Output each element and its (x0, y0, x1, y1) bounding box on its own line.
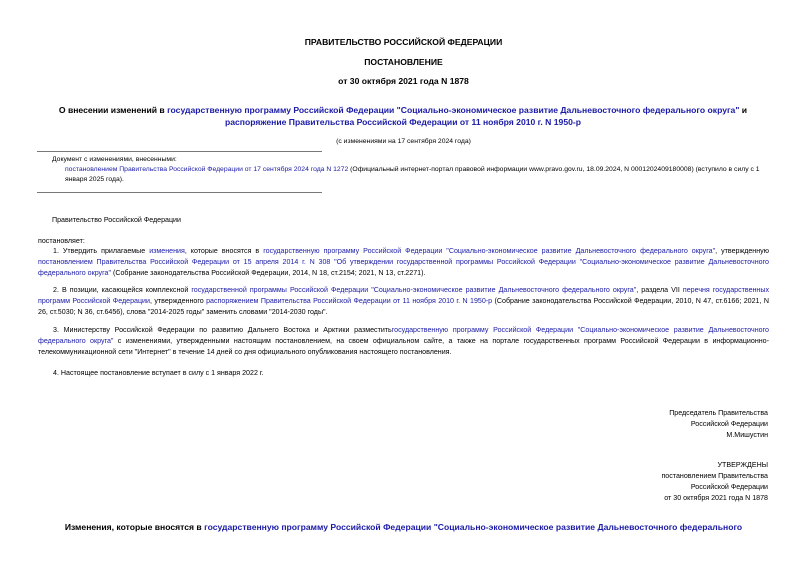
p3-link-program[interactable]: государственную программу Российской Федерации "Социально-экономическое развитие Дальневосточного федерального округа" (38, 326, 769, 345)
p2-text-3: , утвержденного (149, 296, 207, 305)
title-link-program[interactable]: государственную программу Российской Федерации "Социально-экономическое развитие Дальневосточного федерального округа" (167, 105, 740, 115)
changes-title-prefix: Изменения, которые вносятся в (64, 522, 205, 532)
p1-text-2: , которые вносятся в (184, 247, 264, 255)
p3-text-2: с изменениями, утвержденными настоящим постановлением, на своем официальном сайте, а также на портале государственных программ Российской Федерации в информационно-телекоммуникационной сети "Интернет" в течение 14 дней со дня официального опубликования настоящего постановления. (38, 336, 769, 356)
p4-text: 4. Настоящее постановление вступает в силу с 1 января 2022 г. (53, 369, 264, 377)
title-link-order[interactable]: распоряжение Правительства Российской Федерации от 11 ноября 2010 г. N 1950-р (224, 117, 582, 128)
title-middle: и (739, 105, 748, 115)
p2-text-4: (Собрание законодательства Российской Федерации, 2010, N 47, ст.6166; 2021, N 26, ст.5030; N 36, ст.6456), слова "2014-2025 годы" заменить словами "2014-2030 годы". (38, 296, 769, 316)
p1-text-1: 1. Утвердить прилагаемые (53, 247, 150, 255)
approval-date: от 30 октября 2021 года N 1878 (664, 493, 768, 502)
p1-link-decree[interactable]: постановлением Правительства Российской Федерации от 15 апреля 2014 г. N 308 "Об утверждении государственной программы Российской Федерации "Социально-экономическое развитие Дальневосточного федерального округа" (38, 257, 769, 277)
title-prefix: О внесении изменений в (58, 105, 168, 115)
amendment-document-note (52, 155, 772, 186)
p1-text-3: , утвержденную (715, 247, 769, 255)
signature-name: М.Мишустин (726, 430, 768, 439)
signature-position: Председатель Правительства (669, 409, 768, 417)
p2-link-list[interactable]: перечня государственных программ Российской Федерации (38, 286, 769, 305)
p2-text-1: 2. В позиции, касающейся комплексной (53, 286, 192, 294)
p2-text-2: , раздела VII (636, 286, 683, 294)
document-date-heading: от 30 октября 2021 года N 1878 (338, 76, 469, 86)
paragraph-1 (38, 246, 769, 278)
changes-title (0, 521, 807, 533)
divider-top (37, 151, 322, 152)
paragraph-4 (38, 368, 769, 379)
amendment-note-rest: (Официальный интернет-портал правовой информации www.pravo.gov.ru, 18.09.2024, N 0001202409180008) (вступило в силу с 1 января 2025 года). (65, 166, 760, 184)
approval-heading: УТВЕРЖДЕНЫ (717, 461, 768, 469)
divider-bottom (37, 192, 322, 193)
approval-line-3: Российской Федерации (690, 482, 768, 491)
amendment-note-body (52, 165, 772, 185)
p2-link-order[interactable]: распоряжением Правительства Российской Федерации от 11 ноября 2010 г. N 1950-р (206, 296, 493, 305)
paragraph-3 (38, 325, 769, 357)
amendment-decree-link[interactable]: постановлением Правительства Российской Федерации от 17 сентября 2024 года N 1272 (65, 166, 349, 174)
government-heading: ПРАВИТЕЛЬСТВО РОССИЙСКОЙ ФЕДЕРАЦИИ (304, 37, 503, 47)
signature-block (669, 408, 768, 441)
p1-link-program[interactable]: государственную программу Российской Федерации "Социально-экономическое развитие Дальневосточного федерального округа" (263, 247, 716, 255)
approval-block (661, 460, 768, 504)
p1-link-changes[interactable]: изменения (149, 247, 185, 255)
p3-text-1: 3. Министерству Российской Федерации по развитию Дальнего Востока и Арктики разместить (53, 326, 392, 334)
approval-line-2: постановлением Правительства (661, 471, 768, 480)
amendment-note-intro: Документ с изменениями, внесенными: (52, 156, 177, 163)
document-title (28, 104, 778, 128)
p2-link-program[interactable]: государственной программы Российской Федерации "Социально-экономическое развитие Дальневосточного федерального округа" (191, 286, 637, 294)
amendment-note: (с изменениями на 17 сентября 2024 года) (336, 138, 471, 145)
paragraph-2 (38, 285, 769, 317)
government-line: Правительство Российской Федерации (52, 216, 181, 224)
document-type-heading: ПОСТАНОВЛЕНИЕ (364, 57, 443, 67)
signature-body: Российской Федерации (690, 419, 768, 428)
decree-word: постановляет: (38, 237, 85, 245)
p1-text-4: (Собрание законодательства Российской Федерации, 2014, N 18, ст.2154; 2021, N 13, ст.2271). (111, 268, 426, 277)
changes-title-link[interactable]: государственную программу Российской Федерации "Социально-экономическое развитие Дальневосточного федерального (204, 522, 743, 532)
